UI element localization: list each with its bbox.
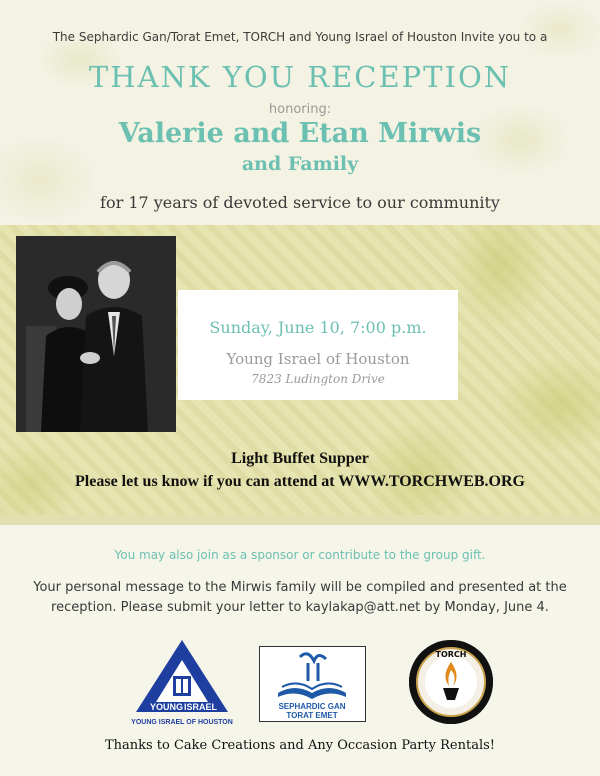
rsvp-note: Please let us know if you can attend at WWW.TORCHWEB.ORG [75,473,525,490]
email-link[interactable]: kaylakap@att.net [305,600,421,615]
thanks-line: Thanks to Cake Creations and Any Occasion Party Rentals! [104,738,496,753]
event-venue: Young Israel of Houston [226,350,410,368]
sephardic-gan-logo [259,646,366,722]
message-paragraph [26,578,574,618]
honorees-names: Valerie and Etan Mirwis [118,118,482,149]
young-label: YOUNG [150,702,184,712]
sponsor-note: You may also join as a sponsor or contribute to the group gift. [114,548,486,562]
event-details-panel [178,290,458,400]
message-text-start: Your personal message to the Mirwis family will be compiled and presented at the reception. Please submit your letter to [33,580,567,615]
service-line: for 17 years of devoted service to our community [100,193,500,212]
israel-label: ISRAEL [184,702,218,712]
message-text-end: by Monday, June 4. [420,600,549,615]
young-israel-logo [126,638,238,728]
honoring-label: honoring: [268,102,332,117]
torat-emet-label: TORAT EMET [286,711,338,720]
torch-label: TORCH [435,650,467,659]
supper-note: Light Buffet Supper [231,450,369,467]
intro-line: The Sephardic Gan/Torat Emet, TORCH and Young Israel of Houston Invite you to a [52,30,548,44]
and-family: and Family [241,153,359,175]
torch-logo [409,640,493,724]
young-israel-caption: YOUNG ISRAEL OF HOUSTON [131,719,233,726]
divider-strip [0,515,600,525]
event-date-time: Sunday, June 10, 7:00 p.m. [209,318,427,337]
honorees-photo [16,236,176,432]
sephardic-gan-label: SEPHARDIC GAN [278,702,346,711]
reception-title: THANK YOU RECEPTION [88,60,512,94]
event-address: 7823 Ludington Drive [251,372,385,386]
